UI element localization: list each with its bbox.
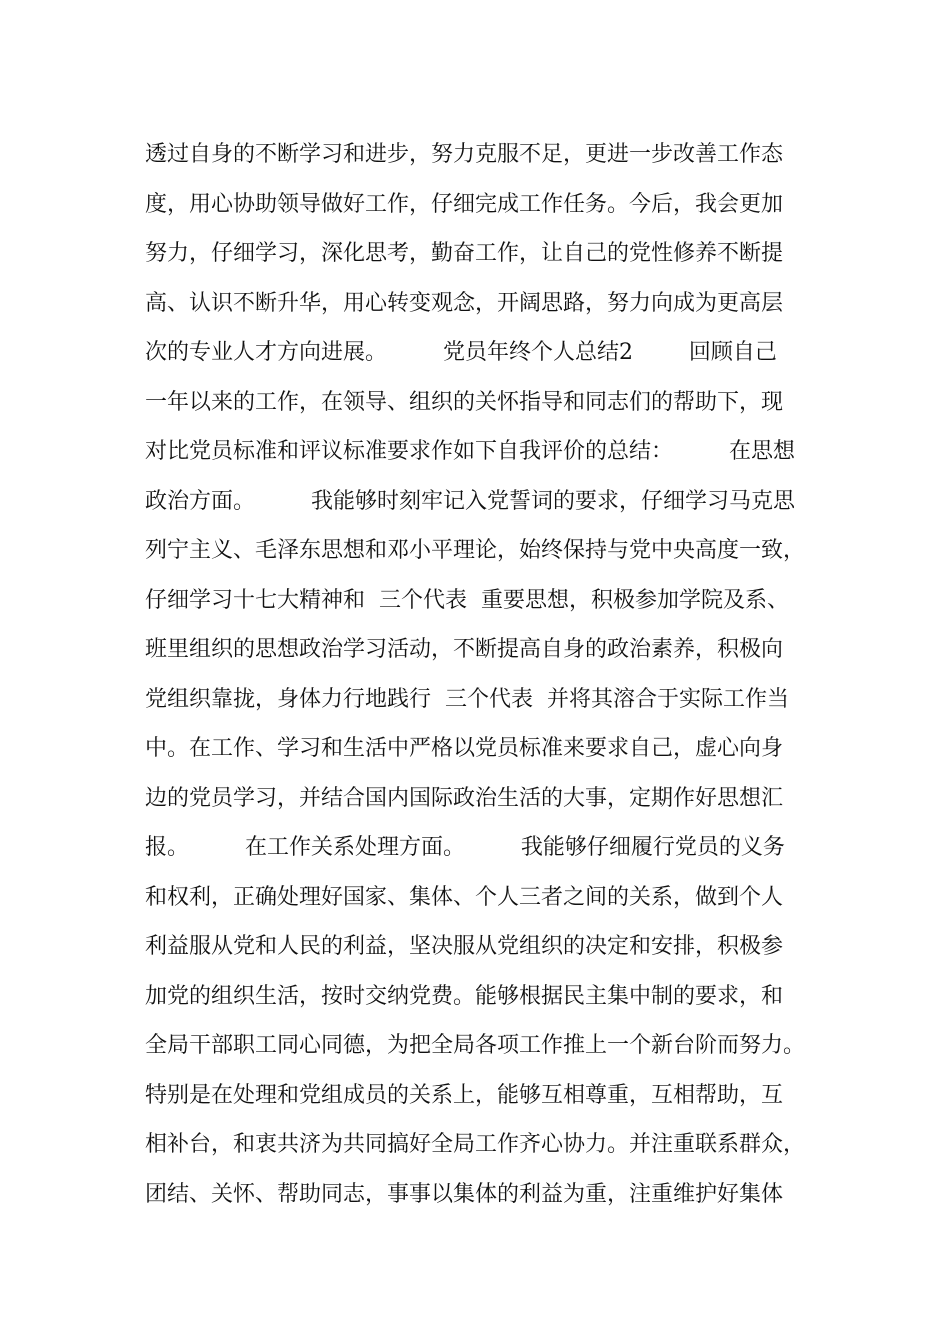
text-line: 党组织靠拢，身体力行地践行 三个代表 并将其溶合于实际工作当	[145, 686, 789, 712]
text-line: 高、认识不断升华，用心转变观念，开阔思路，努力向成为更高层	[145, 290, 784, 316]
text-line: 相补台，和衷共济为共同搞好全局工作齐心协力。并注重联系群众，	[145, 1132, 806, 1157]
text-line: 利益服从党和人民的利益，坚决服从党组织的决定和安排，积极参	[145, 934, 784, 959]
text-line: 边的党员学习，并结合国内国际政治生活的大事，定期作好思想汇	[145, 785, 784, 811]
text-line: 报。 在工作关系处理方面。 我能够仔细履行党员的义务	[145, 835, 785, 860]
text-line: 列宁主义、毛泽东思想和邓小平理论，始终保持与党中央高度一致，	[145, 538, 806, 563]
text-line: 团结、关怀、帮助同志，事事以集体的利益为重，注重维护好集体	[145, 1181, 784, 1207]
text-line: 班里组织的思想政治学习活动，不断提高自身的政治素养，积极向	[145, 637, 784, 662]
text-line: 一年以来的工作，在领导、组织的关怀指导和同志们的帮助下，现	[145, 389, 784, 415]
text-line: 特别是在处理和党组成员的关系上，能够互相尊重，互相帮助，互	[145, 1082, 784, 1108]
text-line: 对比党员标准和评议标准要求作如下自我评价的总结： 在思想	[145, 439, 795, 464]
text-line: 仔细学习十七大精神和 三个代表 重要思想，积极参加学院及系、	[145, 587, 789, 613]
text-line: 度，用心协助领导做好工作，仔细完成工作任务。今后，我会更加	[145, 191, 784, 217]
text-line: 全局干部职工同心同德，为把全局各项工作推上一个新台阶而努力。	[145, 1033, 806, 1058]
text-line: 中。在工作、学习和生活中严格以党员标准来要求自己，虚心向身	[145, 736, 784, 761]
text-line: 透过自身的不断学习和进步，努力克服不足，更进一步改善工作态	[145, 142, 784, 167]
body-text	[145, 130, 835, 1219]
text-line: 次的专业人才方向进展。 党员年终个人总结2 回顾自己	[145, 340, 777, 365]
text-line: 政治方面。 我能够时刻牢记入党誓词的要求，仔细学习马克思	[145, 488, 795, 514]
text-line: 和权利，正确处理好国家、集体、个人三者之间的关系，做到个人	[145, 884, 784, 910]
text-line: 加党的组织生活，按时交纳党费。能够根据民主集中制的要求，和	[145, 983, 784, 1009]
text-line: 努力，仔细学习，深化思考，勤奋工作，让自己的党性修养不断提	[145, 241, 784, 266]
